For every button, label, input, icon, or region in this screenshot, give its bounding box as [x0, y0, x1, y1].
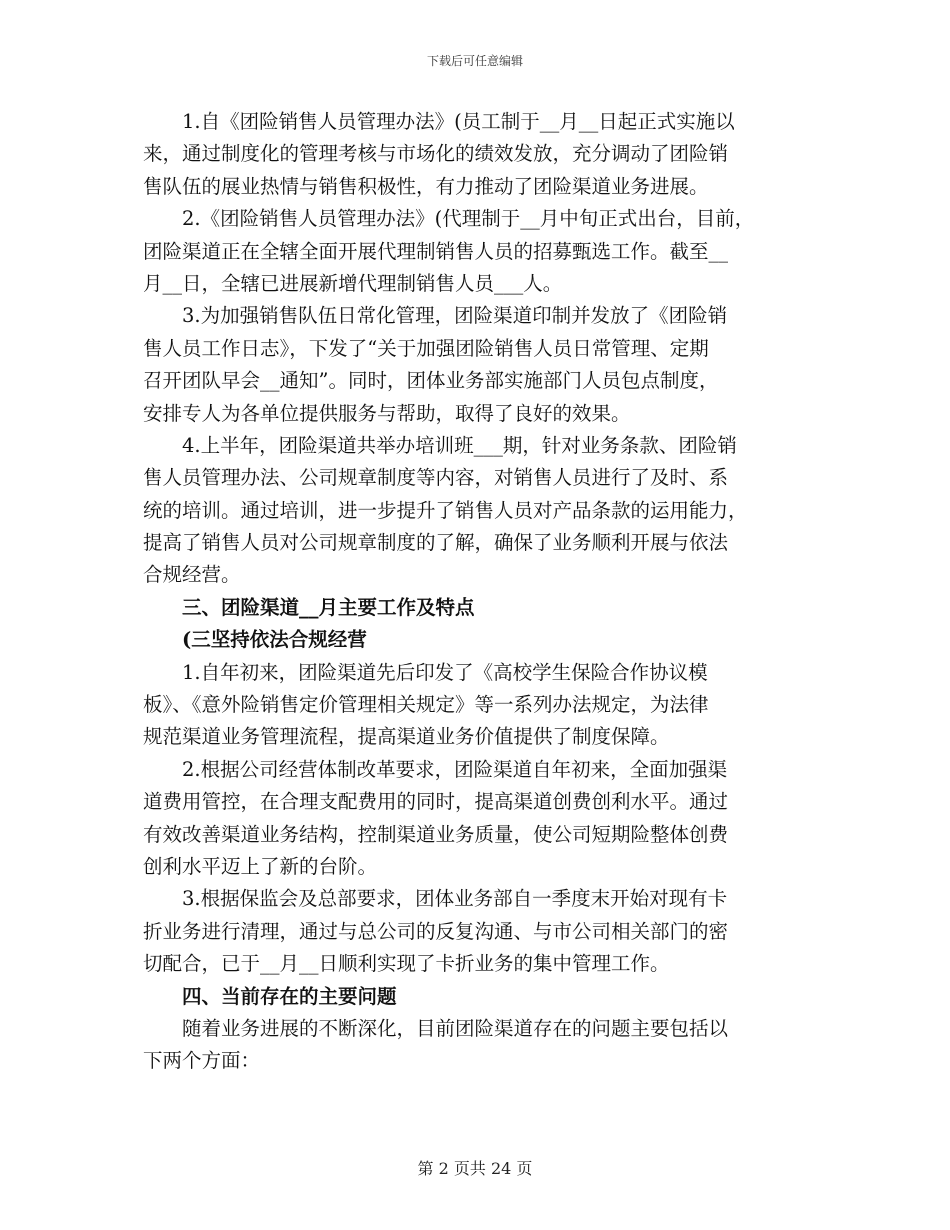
text-line: 安排专人为各单位提供服务与帮助，取得了良好的效果。 [143, 401, 631, 425]
text-line: 随着业务进展的不断深化，目前团险渠道存在的问题主要包括以 [143, 1016, 729, 1040]
text-line: 来，通过制度化的管理考核与市场化的绩效发放，充分调动了团险销 [143, 142, 729, 166]
text-line: 提高了销售人员对公司规章制度的了解，确保了业务顺利开展与依法 [143, 531, 729, 555]
text-line: 月__日，全辖已进展新增代理制销售人员___人。 [143, 271, 563, 295]
text-line: 2.根据公司经营体制改革要求，团险渠道自年初来，全面加强渠 [143, 757, 728, 781]
text-line: 统的培训。通过培训，进一步提升了销售人员对产品条款的运用能力， [143, 498, 748, 522]
text-line: 售队伍的展业热情与销售积极性，有力推动了团险渠道业务进展。 [143, 174, 709, 198]
text-line: 道费用管控，在合理支配费用的同时，提高渠道创费创利水平。通过 [143, 790, 729, 814]
text-line: 售人员工作日志》，下发了“关于加强团险销售人员日常管理、定期 [143, 336, 709, 360]
text-line: 有效改善渠道业务结构，控制渠道业务质量，使公司短期险整体创费 [143, 822, 729, 846]
text-line: 4.上半年，团险渠道共举办培训班___期，针对业务条款、团险销 [143, 433, 737, 457]
text-line: 规范渠道业务管理流程，提高渠道业务价值提供了制度保障。 [143, 725, 670, 749]
text-line: 召开团队早会__通知”。同时，团体业务部实施部门人员包点制度， [143, 369, 719, 393]
text-line: 团险渠道正在全辖全面开展代理制销售人员的招募甄选工作。截至__ [143, 239, 729, 263]
text-line: 1.自年初来，团险渠道先后印发了《高校学生保险合作协议模 [143, 660, 708, 684]
text-line: 3.为加强销售队伍日常化管理，团险渠道印制并发放了《团险销 [143, 304, 728, 328]
text-line: 板》、《意外险销售定价管理相关规定》等一系列办法规定，为法律 [143, 693, 709, 717]
text-line: 创利水平迈上了新的台阶。 [143, 854, 378, 878]
section-heading: 三、团险渠道__月主要工作及特点 [143, 595, 475, 619]
text-line: 1.自《团险销售人员管理办法》(员工制于__月__日起正式实施以 [143, 110, 735, 133]
section-heading: (三坚持依法合规经营 [143, 628, 367, 652]
text-line: 折业务进行清理，通过与总公司的反复沟通、与市公司相关部门的密 [143, 919, 729, 943]
page-footer: 第 2 页共 24 页 [417, 1159, 533, 1178]
section-heading: 四、当前存在的主要问题 [143, 984, 397, 1008]
text-line: 3.根据保监会及总部要求，团体业务部自一季度末开始对现有卡 [143, 887, 728, 911]
text-line: 下两个方面： [143, 1049, 261, 1073]
text-line: 2.《团险销售人员管理办法》(代理制于__月中旬正式出台，目前， [143, 207, 755, 231]
text-line: 切配合，已于__月__日顺利实现了卡折业务的集中管理工作。 [143, 952, 670, 976]
page-header: 下载后可任意编辑 [426, 54, 523, 68]
text-line: 合规经营。 [143, 563, 241, 587]
document-body [143, 106, 808, 1078]
text-line: 售人员管理办法、公司规章制度等内容，对销售人员进行了及时、系 [143, 466, 729, 490]
